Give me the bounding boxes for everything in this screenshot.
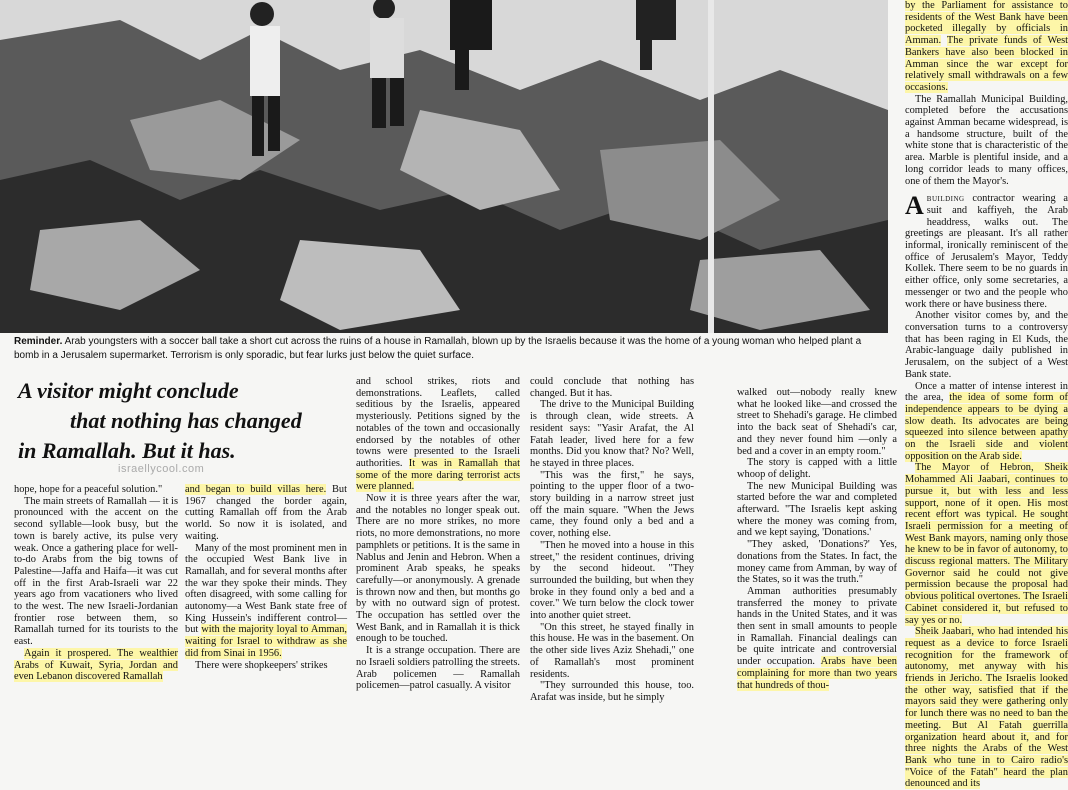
highlighted-text: The private funds of West Bankers have also been blocked in Amman since the war except for relatively small withdrawals on a few occasions. (905, 35, 1068, 93)
highlighted-text: Arabs have been complaining for more than two years that hundreds of thou- (737, 656, 897, 691)
article-column-2 (185, 484, 347, 671)
paragraph-text: contractor wearing a suit and kaffiyeh, the Arab headdress, walks out. The greetings are pleasant. It's all rather informal, ironically reminiscent of the office of Jerusalem's Mayor, Teddy Kollek. There seem to be no guards in either office, only some secretaries, a messenger or two and the people who work there or have business there. (905, 193, 1068, 310)
paragraph: The main streets of Ramallah — it is pronounced with the accent on the second syllable—look busy, but the town is barely active, its pulse very weak. Once a gathering place for well-to-do Arabs from the big towns of Palestine—Jaffa and Haifa—it was cut off in the first Arab-Israeli war 22 years ago from vacationers who lived to the west. The new Israeli-Jordanian frontier rose between them, so Ramallah turned for its tourists to the east. (14, 495, 178, 648)
ruins-photograph (0, 0, 888, 333)
highlighted-text: Again it prospered. The wealthier Arabs of Kuwait, Syria, Jordan and even Lebanon discovered Ramallah (14, 647, 178, 683)
paragraph: walked out—nobody really knew what he looked like—and crossed the street to Shehadi's garage. He climbed into the back seat of Shehadi's car, and they never found him —only a bed and a cover in an empty room." (737, 387, 897, 457)
paragraph-text: Once a matter of intense interest in the area, (905, 380, 1068, 404)
highlighted-text: The Mayor of Hebron, Sheik Mohammed Ali Jaabari, continues to pursue it, but with less and less support, none of it open. His most recent effort was typical. He sought Israeli permission for a meeting of West Bank mayors, naming only those he knew to be in favor of autonomy, to discuss regional matters. The Military Governor said he could not give permission because the proposal had obvious political overtones. The Israeli Cabinet considered it, but refused to say yes or no. (905, 462, 1068, 626)
paragraph: The new Municipal Building was started before the war and completed afterward. "The Israelis kept asking where the money was coming from, and we kept saying, 'Donations.' (737, 480, 897, 539)
article-headline (14, 376, 354, 466)
paragraph (905, 462, 1068, 626)
paragraph: "They surrounded this house, too. Arafat was inside, but he simply (530, 680, 694, 703)
paragraph: Now it is three years after the war, and the notables no longer speak out. There are no more strikes, no more riots, no more demonstrations, no more pamphlets or petitions. It is the same in Nablus and Jenin and Hebron. When a prominent Arab speaks, he speaks carefully—or anonymously. A grenade is thrown now and then, but months go by with no outward sign of protest. The occupation has settled over the West Bank, and in Ramallah it is thick enough to be touched. (356, 493, 520, 645)
article-column-1 (14, 484, 178, 683)
highlighted-text: by the Parliament for assistance to residents of the West Bank have been pocketed illegally by officials in Amman. (905, 0, 1068, 47)
paragraph: "They asked, 'Donations?' Yes, donations from the States. In fact, the money came from Amman, by way of the States, so it was the truth." (737, 539, 897, 586)
photo-illustration (0, 0, 888, 333)
highlighted-text: with the majority loyal to Amman, waiting for Israel to withdraw as she did from Sinai in 1956. (185, 624, 347, 659)
paragraph-text: Amman authorities presumably transferred the money to private hands in the United States, and it was then sent in small amounts to people in Ramallah. Financial dealings can be quite intricate and controversial under occupation. (737, 585, 897, 668)
headline-line-3: in Ramallah. But it has. (18, 438, 236, 463)
paragraph: There were shopkeepers' strikes (195, 659, 328, 671)
paragraph: "This was the first," he says, pointing to the upper floor of a two-story building in a narrow street just off the main square. "When the Jews came, they found only a bed and a cover, nothing else. (530, 469, 694, 540)
paragraph (185, 543, 347, 660)
highlighted-text: Sheik Jaabari, who had intended his request as a device to force Israeli recognition for the framework of autonomy, met anyway with his friends in Jericho. The Israelis looked the other way, satisfied that if the mayors said they were gathering only for lunch there was no need to ban the meeting. But Al Fatah guerrilla organization heard about it, and for three nights the Arabs of the West Bank who tune in to Cairo radio's "Voice of the Fatah" heard the plan denounced and its (905, 626, 1068, 790)
paragraph (905, 626, 1068, 790)
watermark: israellycool.com (118, 463, 205, 475)
paragraph: It is a strange occupation. There are no Israeli soldiers patrolling the streets. Arab policemen — Ramallah policemen—patrol casually. A visitor (356, 645, 520, 692)
paragraph (905, 193, 1068, 310)
paragraph (905, 0, 1068, 94)
paragraph (737, 586, 897, 691)
highlighted-text: the idea of some form of independence appears to be dying a slow death. Its advocates are being squeezed into silence between apathy on the Israeli side and violent opposition on the Arab side. (905, 392, 1068, 462)
caption-text: Arab youngsters with a soccer ball take a short cut across the ruins of a house in Ramallah, blown up by the Israelis because it was the home of a young woman who helped plant a bomb in a Jerusalem supermarket. Terrorism is only sporadic, but fear lurks just below the quiet surface. (14, 336, 862, 361)
paragraph: The story is capped with a little whoop of delight. (737, 457, 897, 480)
photo-caption (14, 335, 884, 363)
article-column-6 (905, 0, 1068, 790)
paragraph (14, 648, 178, 683)
headline-line-1: A visitor might conclude (18, 378, 239, 403)
paragraph: "Then he moved into a house in this street," the resident continues, driving by the second hideout. "They surrounded the building, but when they broke in they found only a bed and a cover." We turn below the clock tower into another quiet street. (530, 539, 694, 622)
drop-cap: A (905, 191, 924, 221)
paragraph: Another visitor comes by, and the conversation turns to a controversy that has been raging in El Kuds, the Arabic-language daily published in Jerusalem, on the subject of a West Bank state. (905, 310, 1068, 380)
paragraph-text: But 1967 changed the border again, cutting Ramallah off from the Arab world. So now it is isolated, and waiting. (185, 484, 347, 542)
paragraph: "On this street, he stayed finally in this house. He was in the basement. On the other side lives Aziz Shehadi," one of Ramallah's most prominent residents. (530, 621, 694, 680)
article-column-5 (737, 387, 897, 691)
paragraph-text: Many of the most prominent men in the occupied West Bank live in Ramallah, and for several months after the war they spoke their minds. They often disagreed, with some calling for autonomy—a West Bank state free of King Hussein's indifferent control—but (185, 542, 347, 636)
article-column-4 (530, 376, 694, 703)
article-column-3 (356, 376, 520, 692)
paragraph-text: and school strikes, riots and demonstrations. Leaflets, called seditious by the Israelis, appeared mysteriously. Petitions signed by the notables of the town and occasionally endorsed by the notables of other towns were presented to the Israeli authorities. (356, 376, 520, 469)
paragraph: The Ramallah Municipal Building, completed before the accusations against Amman became widespread, is a handsome structure, built of the white stone that is characteristic of the area. Marble is plentiful inside, and a long corridor leads to many offices, one of them the Mayor's. (905, 93, 1068, 187)
headline-line-2: that nothing has changed (70, 408, 302, 433)
highlighted-text: and began to build villas here. (185, 484, 327, 495)
paragraph: could conclude that nothing has changed. But it has. (530, 376, 694, 399)
small-caps-lead: building (926, 193, 965, 205)
caption-lead: Reminder. (14, 336, 63, 347)
highlighted-text: It was in Ramallah that some of the more daring terrorist acts were planned. (356, 457, 520, 493)
paragraph (356, 376, 520, 493)
paragraph (905, 381, 1068, 463)
paragraph: The drive to the Municipal Building is through clean, wide streets. A resident says: "Yasir Arafat, the Al Fatah leader, lived here for a few months. Did you know that? No? Well, he stayed in three places. (530, 399, 694, 469)
paragraph: hope, hope for a peaceful solution." (14, 484, 163, 495)
paragraph (185, 484, 347, 543)
